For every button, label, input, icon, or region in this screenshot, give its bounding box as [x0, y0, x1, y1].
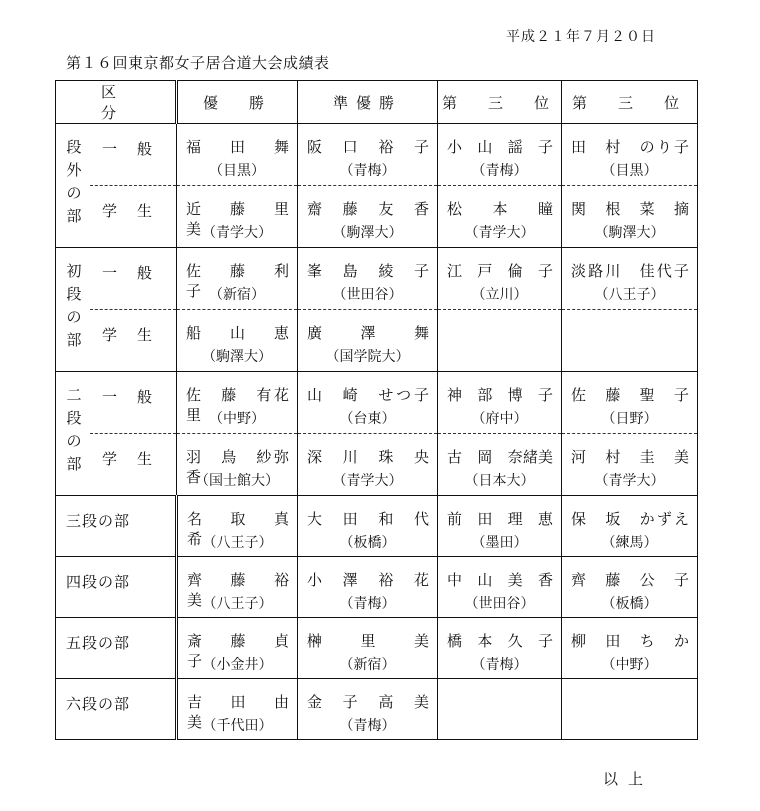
competitor-name: 松 本 瞳 [447, 200, 553, 218]
competitor-name: 小 山 謡 子 [447, 138, 553, 156]
table-row [56, 124, 698, 186]
competitor-name: 田 村 のり子 [571, 138, 689, 156]
competitor-affiliation: （八王子） [594, 287, 665, 303]
competitor-name: 山 崎 せつ子 [307, 386, 429, 404]
competitor-affiliation: （板橋） [601, 596, 658, 612]
division-label: 四段の部 [66, 573, 131, 591]
document-title: 第１６回東京都女子居合道大会成績表 [66, 54, 330, 72]
result-cell [438, 124, 562, 186]
document-date: 平成２１年７月２０日 [506, 29, 656, 45]
competitor-name: 古 岡 奈緒美 [447, 448, 553, 466]
result-cell [177, 434, 298, 496]
row-divider [90, 309, 176, 310]
result-cell [438, 496, 562, 557]
competitor-affiliation: （青梅） [339, 596, 396, 612]
competitor-affiliation: （国士館大） [195, 473, 279, 489]
results-table [55, 80, 698, 740]
competitor-name: 前 田 理 恵 [447, 510, 553, 528]
subdivision-label: 学生 [102, 202, 173, 220]
result-cell [438, 434, 562, 496]
result-cell [298, 186, 438, 248]
header-winner: 優 勝 [177, 81, 298, 124]
result-cell [177, 248, 305, 310]
result-cell [562, 186, 698, 248]
competitor-name: 関 根 菜 摘 [571, 200, 689, 218]
result-cell [562, 248, 698, 310]
table-row [56, 557, 698, 618]
competitor-name: 佐 藤 有花里 [186, 386, 289, 424]
competitor-affiliation: （新宿） [209, 287, 265, 303]
table-row [56, 248, 698, 310]
competitor-affiliation: （日本大） [464, 473, 535, 489]
result-cell [562, 496, 698, 557]
division-cell [56, 248, 177, 372]
competitor-name [447, 323, 553, 343]
result-cell [298, 124, 438, 186]
result-cell [177, 186, 305, 248]
competitor-name: 齋 藤 友 香 [307, 200, 429, 218]
result-cell [298, 248, 438, 310]
subdivision-label: 学生 [102, 450, 173, 468]
result-cell [298, 679, 438, 740]
competitor-name: 羽 鳥 紗弥香 [186, 448, 289, 486]
competitor-affiliation: （青梅） [339, 718, 396, 734]
competitor-affiliation: （目黒） [209, 163, 265, 179]
competitor-affiliation: （台東） [339, 411, 396, 427]
competitor-name: 佐 藤 聖 子 [571, 386, 689, 404]
competitor-affiliation: （駒澤大） [202, 349, 272, 365]
competitor-affiliation: （中野） [601, 657, 658, 673]
result-cell [562, 124, 698, 186]
result-cell [177, 679, 305, 740]
subdivision-label: 一般 [102, 388, 173, 406]
result-cell [438, 618, 562, 679]
competitor-name: 斎 藤 貞 子 [187, 632, 305, 670]
result-cell [298, 310, 438, 372]
division-cell [56, 618, 177, 679]
closing-mark: 以上 [603, 770, 654, 788]
division-label: 二段の部 [66, 386, 82, 473]
competitor-name: 柳 田 ち か [571, 632, 689, 650]
competitor-name: 近 藤 里 美 [186, 200, 305, 238]
competitor-name [447, 692, 553, 712]
competitor-affiliation: （中野） [209, 411, 265, 427]
division-cell [56, 496, 177, 557]
competitor-affiliation: （墨田） [471, 535, 528, 551]
competitor-affiliation: （青梅） [339, 163, 396, 179]
competitor-affiliation: （駒澤大） [332, 225, 403, 241]
division-cell [56, 372, 177, 496]
division-cell [56, 679, 177, 740]
competitor-name: 佐 藤 利 子 [186, 262, 305, 300]
result-cell [562, 372, 698, 434]
competitor-affiliation: （千代田） [202, 718, 273, 734]
table-row [56, 618, 698, 679]
result-cell [438, 186, 562, 248]
competitor-affiliation: （立川） [471, 287, 528, 303]
competitor-name: 中 山 美 香 [447, 571, 553, 589]
competitor-name: 船 山 恵 [186, 324, 289, 342]
header-row [56, 81, 698, 124]
result-cell [562, 310, 698, 372]
result-cell [562, 618, 698, 679]
header-third-place: 第 三 位 [438, 81, 562, 124]
division-label: 六段の部 [66, 695, 131, 713]
competitor-affiliation: （新宿） [339, 657, 396, 673]
header-category: 区 分 [56, 81, 177, 124]
result-cell [177, 618, 305, 679]
result-cell [438, 248, 562, 310]
competitor-affiliation: （青学大） [332, 473, 403, 489]
division-label: 五段の部 [66, 634, 131, 652]
result-cell [438, 679, 562, 740]
result-cell [298, 372, 438, 434]
competitor-affiliation: （青梅） [471, 163, 528, 179]
competitor-affiliation: （世田谷） [464, 596, 535, 612]
competitor-name: 金 子 高 美 [307, 693, 429, 711]
competitor-name: 齊 藤 裕 美 [187, 571, 305, 609]
competitor-name: 保 坂 かずえ [571, 510, 689, 528]
division-cell [56, 124, 177, 248]
division-cell [56, 557, 177, 618]
result-cell [177, 372, 298, 434]
competitor-name: 吉 田 由 美 [187, 693, 305, 731]
competitor-affiliation: （青学大） [464, 225, 535, 241]
competitor-affiliation: （国学院大） [325, 349, 410, 365]
competitor-name: 小 澤 裕 花 [307, 571, 429, 589]
competitor-affiliation: （府中） [471, 411, 528, 427]
row-divider [90, 433, 176, 434]
result-cell [177, 496, 305, 557]
competitor-name: 江 戸 倫 子 [447, 262, 553, 280]
division-label: 段外の部 [66, 138, 82, 225]
competitor-affiliation: （青学大） [202, 225, 272, 241]
result-cell [438, 372, 562, 434]
competitor-name: 福 田 舞 [186, 138, 289, 156]
competitor-affiliation: （青梅） [471, 657, 528, 673]
subdivision-label: 一般 [102, 264, 173, 282]
competitor-name: 榊 里 美 [307, 632, 429, 650]
subdivision-label: 一般 [102, 140, 173, 158]
competitor-name: 大 田 和 代 [307, 510, 429, 528]
result-cell [298, 434, 438, 496]
competitor-name: 深 川 珠 央 [307, 448, 429, 466]
result-cell [298, 618, 438, 679]
header-third-place: 第 三 位 [562, 81, 698, 124]
competitor-name: 峯 島 綾 子 [307, 262, 429, 280]
result-cell [177, 310, 298, 372]
result-cell [298, 496, 438, 557]
result-cell [177, 557, 305, 618]
header-runner-up: 準優勝 [298, 81, 438, 124]
competitor-affiliation: （八王子） [202, 535, 273, 551]
competitor-name: 廣 澤 舞 [307, 324, 429, 342]
competitor-name: 橋 本 久 子 [447, 632, 553, 650]
table-row [56, 496, 698, 557]
competitor-name: 阪 口 裕 子 [307, 138, 429, 156]
result-cell [562, 679, 698, 740]
result-cell [562, 434, 698, 496]
result-cell [562, 557, 698, 618]
competitor-name: 神 部 博 子 [447, 386, 553, 404]
table-row [56, 372, 698, 434]
competitor-name: 淡路川 佳代子 [571, 262, 689, 280]
competitor-name [571, 692, 689, 712]
table-row [56, 679, 698, 740]
competitor-affiliation: （駒澤大） [594, 225, 665, 241]
competitor-affiliation: （小金井） [202, 657, 273, 673]
competitor-name: 名 取 真 希 [187, 510, 305, 548]
competitor-affiliation: （八王子） [202, 596, 273, 612]
competitor-affiliation: （練馬） [601, 535, 658, 551]
result-cell [438, 557, 562, 618]
division-label: 初段の部 [66, 262, 82, 349]
subdivision-label: 学生 [102, 326, 173, 344]
result-cell [177, 124, 298, 186]
competitor-name: 齊 藤 公 子 [571, 571, 689, 589]
competitor-affiliation: （世田谷） [332, 287, 403, 303]
result-cell [438, 310, 562, 372]
competitor-name [571, 323, 689, 343]
competitor-name: 河 村 圭 美 [571, 448, 689, 466]
result-cell [298, 557, 438, 618]
division-label: 三段の部 [66, 512, 131, 530]
competitor-affiliation: （日野） [601, 411, 658, 427]
competitor-affiliation: （板橋） [339, 535, 396, 551]
row-divider [90, 185, 176, 186]
competitor-affiliation: （青学大） [594, 473, 665, 489]
competitor-affiliation: （目黒） [601, 163, 658, 179]
